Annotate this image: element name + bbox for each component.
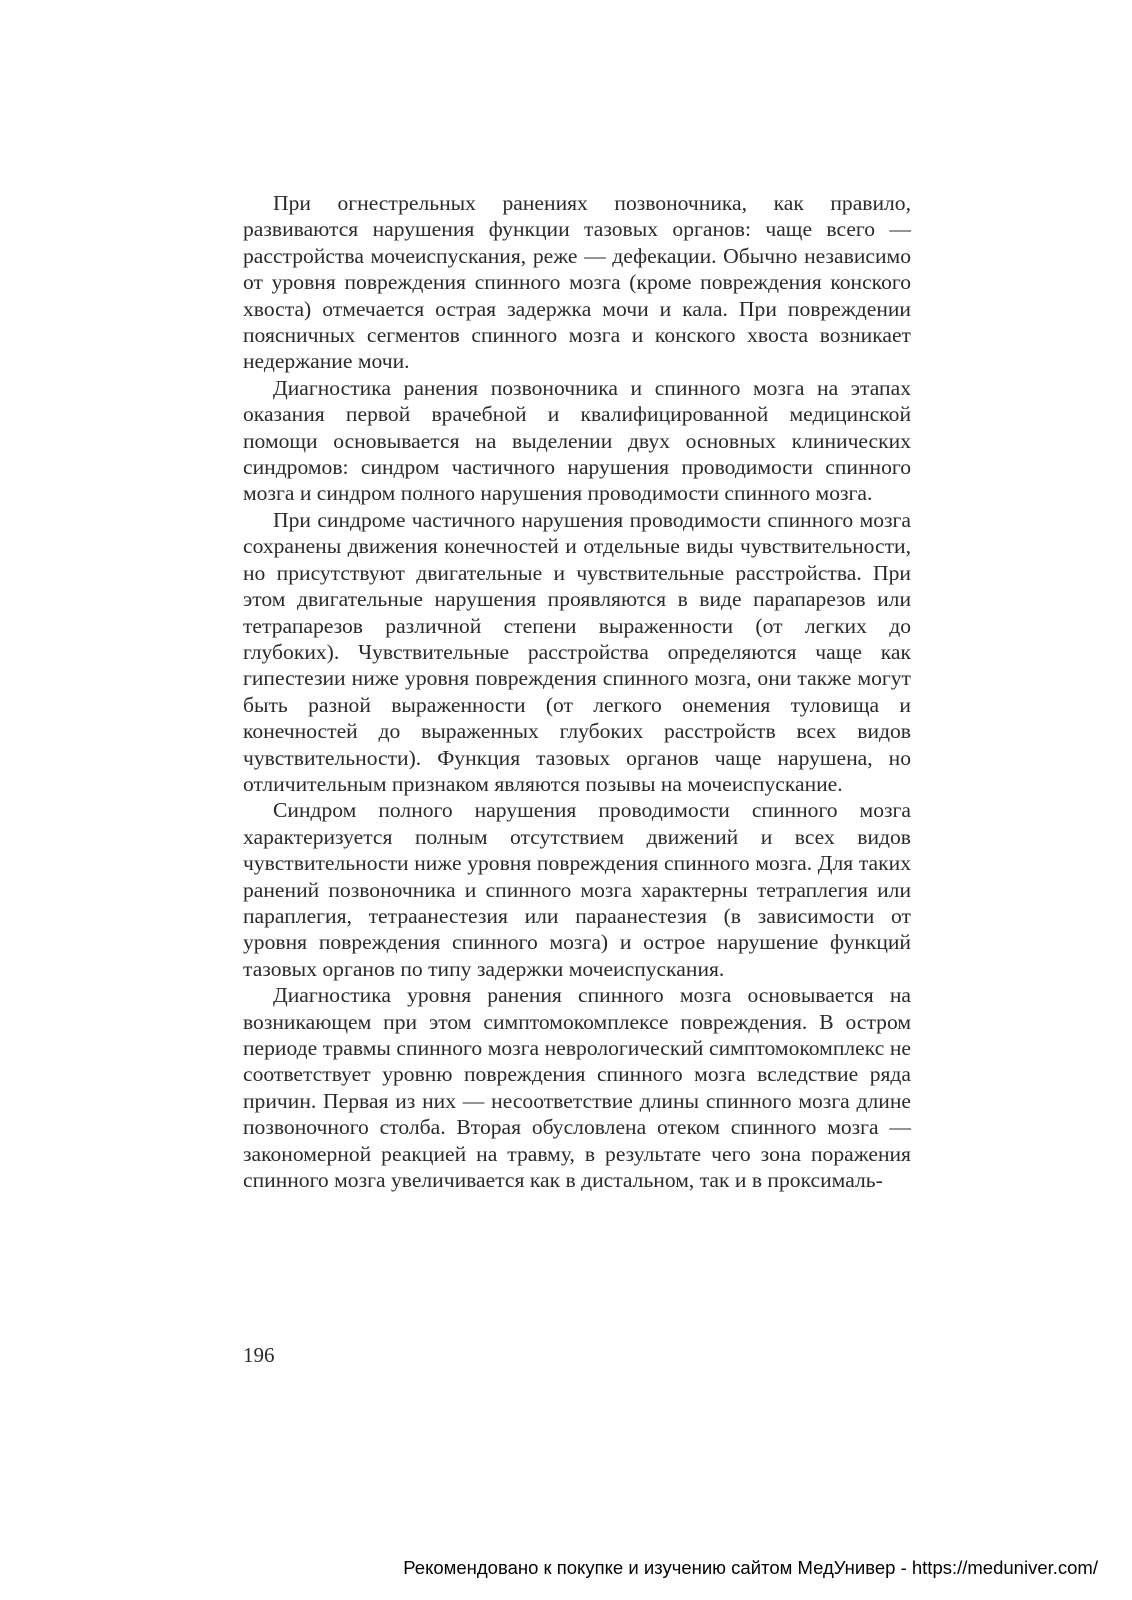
- paragraph: Синдром полного нарушения проводимости спинного мозга характеризуется полным отсутствием движений и всех видов чувствительности ниже уровня повреждения спинного мозга. Для таких ранений позвоночника и спинного мозга характерны тетраплегия или параплегия, тетраанестезия или параанестезия (в зависимости от уровня повреждения спинного мозга) и острое нарушение функций тазовых органов по типу задержки мочеиспускания.: [243, 798, 911, 981]
- paragraph: При синдроме частичного нарушения проводимости спинного мозга сохранены движения конечностей и отдельные виды чувствительности, но присутствуют двигательные и чувствительные расстройства. При этом двигательные нарушения проявляются в виде парапарезов или тетрапарезов различной степени выраженности (от легких до глубоких). Чувствительные расстройства определяются чаще как гипестезии ниже уровня повреждения спинного мозга, они также могут быть разной выраженности (от легкого онемения туловища и конечностей до выраженных глубоких расстройств всех видов чувствительности). Функция тазовых органов чаще нарушена, но отличительным признаком являются позывы на мочеиспускание.: [243, 507, 911, 796]
- paragraph: Диагностика ранения позвоночника и спинного мозга на этапах оказания первой врачебной и квалифицированной медицинской помощи основывается на выделении двух основных клинических синдромов: синдром частичного нарушения проводимости спинного мозга и синдром полного нарушения проводимости спинного мозга.: [243, 375, 911, 506]
- paragraph: Диагностика уровня ранения спинного мозга основывается на возникающем при этом симптомокомплексе повреждения. В остром периоде травмы спинного мозга неврологический симптомокомплекс не соответствует уровню повреждения спинного мозга вследствие ряда причин. Первая из них — несоответствие длины спинного мозга длине позвоночного столба. Вторая обусловлена отеком спинного мозга — закономерной реакцией на травму, в результате чего зона поражения спинного мозга увеличивается как в дистальном, так и в проксималь-: [243, 983, 911, 1193]
- page-number: 196: [243, 1343, 275, 1367]
- page-body: [243, 190, 911, 1193]
- footer-recommendation: Рекомендовано к покупке и изучению сайтом МедУнивер - https://meduniver.com/: [403, 1557, 1098, 1578]
- paragraph: При огнестрельных ранениях позвоночника, как правило, развиваются нарушения функции тазовых органов: чаще всего — расстройства мочеиспускания, реже — дефекации. Обычно независимо от уровня повреждения спинного мозга (кроме повреждения конского хвоста) отмечается острая задержка мочи и кала. При повреждении поясничных сегментов спинного мозга и конского хвоста возникает недержание мочи.: [243, 191, 911, 374]
